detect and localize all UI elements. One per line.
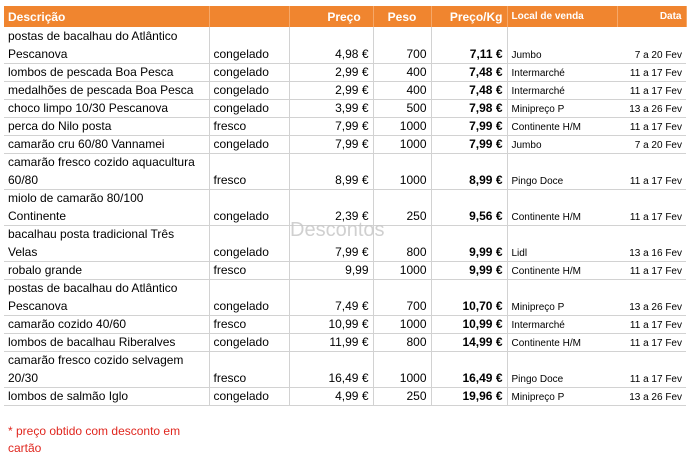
product-store: Intermarché bbox=[507, 63, 617, 81]
product-weight: 500 bbox=[373, 99, 431, 117]
empty-cell bbox=[373, 279, 431, 297]
product-store: Continente H/M bbox=[507, 333, 617, 351]
product-description: Continente bbox=[4, 207, 209, 225]
empty-cell bbox=[289, 27, 373, 45]
product-weight: 1000 bbox=[373, 171, 431, 189]
product-store: Lidl bbox=[507, 243, 617, 261]
header-preco: Preço bbox=[289, 6, 373, 27]
product-price-per-kg: 7,48 € bbox=[431, 63, 507, 81]
product-store: Intermarché bbox=[507, 315, 617, 333]
product-description: Pescanova bbox=[4, 297, 209, 315]
header-preco-kg: Preço/Kg bbox=[431, 6, 507, 27]
empty-cell bbox=[431, 27, 507, 45]
product-description-line: postas de bacalhau do Atlântico bbox=[4, 279, 209, 297]
product-type: fresco bbox=[209, 369, 289, 387]
table-row bbox=[4, 369, 686, 387]
table-row bbox=[4, 27, 686, 45]
empty-cell bbox=[373, 351, 431, 369]
product-weight: 800 bbox=[373, 333, 431, 351]
product-price: 2,39 € bbox=[289, 207, 373, 225]
empty-cell bbox=[289, 351, 373, 369]
empty-cell bbox=[507, 189, 617, 207]
product-price-per-kg: 9,99 € bbox=[431, 243, 507, 261]
product-weight: 250 bbox=[373, 387, 431, 405]
empty-cell bbox=[507, 153, 617, 171]
table-body bbox=[4, 27, 686, 405]
product-weight: 800 bbox=[373, 243, 431, 261]
table-header-row bbox=[4, 6, 686, 27]
product-price: 7,99 € bbox=[289, 135, 373, 153]
price-table bbox=[4, 6, 687, 406]
empty-cell bbox=[209, 225, 289, 243]
product-price: 9,99 bbox=[289, 261, 373, 279]
table-row bbox=[4, 315, 686, 333]
table-row bbox=[4, 153, 686, 171]
empty-cell bbox=[617, 225, 686, 243]
product-weight: 1000 bbox=[373, 135, 431, 153]
product-date: 7 a 20 Fev bbox=[617, 135, 686, 153]
product-type: congelado bbox=[209, 99, 289, 117]
empty-cell bbox=[289, 279, 373, 297]
product-store: Jumbo bbox=[507, 45, 617, 63]
empty-cell bbox=[507, 351, 617, 369]
product-type: congelado bbox=[209, 387, 289, 405]
product-price: 2,99 € bbox=[289, 81, 373, 99]
product-store: Pingo Doce bbox=[507, 369, 617, 387]
empty-cell bbox=[289, 153, 373, 171]
product-description: lombos de salmão Iglo bbox=[4, 387, 209, 405]
table-row bbox=[4, 45, 686, 63]
product-weight: 400 bbox=[373, 81, 431, 99]
empty-cell bbox=[431, 189, 507, 207]
product-type: congelado bbox=[209, 297, 289, 315]
empty-cell bbox=[617, 189, 686, 207]
product-date: 11 a 17 Fev bbox=[617, 63, 686, 81]
header-tipo bbox=[209, 6, 289, 27]
empty-cell bbox=[507, 27, 617, 45]
product-description-line: miolo de camarão 80/100 bbox=[4, 189, 209, 207]
product-type: congelado bbox=[209, 207, 289, 225]
product-description: lombos de bacalhau Riberalves bbox=[4, 333, 209, 351]
table-row bbox=[4, 135, 686, 153]
product-type: congelado bbox=[209, 45, 289, 63]
product-store: Continente H/M bbox=[507, 117, 617, 135]
header-local-de-venda: Local de venda bbox=[507, 6, 617, 27]
empty-cell bbox=[431, 225, 507, 243]
empty-cell bbox=[507, 225, 617, 243]
empty-cell bbox=[209, 27, 289, 45]
product-description: lombos de pescada Boa Pesca bbox=[4, 63, 209, 81]
empty-cell bbox=[431, 351, 507, 369]
header-data: Data bbox=[617, 6, 686, 27]
product-price: 3,99 € bbox=[289, 99, 373, 117]
product-store: Jumbo bbox=[507, 135, 617, 153]
empty-cell bbox=[617, 27, 686, 45]
header-descricao: Descrição bbox=[4, 6, 209, 27]
empty-cell bbox=[617, 351, 686, 369]
product-price: 7,49 € bbox=[289, 297, 373, 315]
product-weight: 1000 bbox=[373, 315, 431, 333]
product-description-line: camarão fresco cozido selvagem bbox=[4, 351, 209, 369]
table-row bbox=[4, 297, 686, 315]
product-weight: 1000 bbox=[373, 117, 431, 135]
product-price-per-kg: 10,99 € bbox=[431, 315, 507, 333]
product-weight: 400 bbox=[373, 63, 431, 81]
product-price: 10,99 € bbox=[289, 315, 373, 333]
empty-cell bbox=[209, 153, 289, 171]
product-weight: 1000 bbox=[373, 261, 431, 279]
product-description: perca do Nilo posta bbox=[4, 117, 209, 135]
table-row bbox=[4, 63, 686, 81]
product-description: medalhões de pescada Boa Pesca bbox=[4, 81, 209, 99]
table-row bbox=[4, 243, 686, 261]
empty-cell bbox=[431, 153, 507, 171]
table-row bbox=[4, 333, 686, 351]
product-date: 13 a 26 Fev bbox=[617, 297, 686, 315]
product-store: Minipreço P bbox=[507, 297, 617, 315]
product-price: 4,99 € bbox=[289, 387, 373, 405]
product-price-per-kg: 7,48 € bbox=[431, 81, 507, 99]
product-price-per-kg: 9,99 € bbox=[431, 261, 507, 279]
product-type: fresco bbox=[209, 315, 289, 333]
empty-cell bbox=[507, 279, 617, 297]
empty-cell bbox=[617, 153, 686, 171]
product-date: 11 a 17 Fev bbox=[617, 261, 686, 279]
product-type: congelado bbox=[209, 333, 289, 351]
product-description: camarão cozido 40/60 bbox=[4, 315, 209, 333]
empty-cell bbox=[209, 351, 289, 369]
product-date: 11 a 17 Fev bbox=[617, 333, 686, 351]
product-date: 11 a 17 Fev bbox=[617, 207, 686, 225]
product-store: Minipreço P bbox=[507, 387, 617, 405]
product-description: camarão cru 60/80 Vannamei bbox=[4, 135, 209, 153]
product-price-per-kg: 14,99 € bbox=[431, 333, 507, 351]
product-weight: 700 bbox=[373, 297, 431, 315]
product-date: 11 a 17 Fev bbox=[617, 117, 686, 135]
footnote: * preço obtido com desconto em cartão bbox=[8, 424, 181, 455]
empty-cell bbox=[617, 279, 686, 297]
product-price-per-kg: 10,70 € bbox=[431, 297, 507, 315]
product-store: Minipreço P bbox=[507, 99, 617, 117]
table-row bbox=[4, 279, 686, 297]
product-type: congelado bbox=[209, 63, 289, 81]
product-store: Pingo Doce bbox=[507, 171, 617, 189]
product-store: Intermarché bbox=[507, 81, 617, 99]
table-row bbox=[4, 99, 686, 117]
product-price-per-kg: 7,11 € bbox=[431, 45, 507, 63]
product-weight: 250 bbox=[373, 207, 431, 225]
empty-cell bbox=[209, 189, 289, 207]
table-row bbox=[4, 351, 686, 369]
product-date: 13 a 16 Fev bbox=[617, 243, 686, 261]
product-type: congelado bbox=[209, 135, 289, 153]
table-row bbox=[4, 387, 686, 405]
product-price-per-kg: 9,56 € bbox=[431, 207, 507, 225]
product-description-line: postas de bacalhau do Atlântico bbox=[4, 27, 209, 45]
product-price: 8,99 € bbox=[289, 171, 373, 189]
product-type: congelado bbox=[209, 81, 289, 99]
product-description: Pescanova bbox=[4, 45, 209, 63]
empty-cell bbox=[209, 279, 289, 297]
product-type: fresco bbox=[209, 261, 289, 279]
product-store: Continente H/M bbox=[507, 207, 617, 225]
empty-cell bbox=[373, 189, 431, 207]
product-price: 7,99 € bbox=[289, 243, 373, 261]
empty-cell bbox=[289, 189, 373, 207]
product-price: 16,49 € bbox=[289, 369, 373, 387]
product-date: 11 a 17 Fev bbox=[617, 369, 686, 387]
table-row bbox=[4, 171, 686, 189]
product-price-per-kg: 7,99 € bbox=[431, 135, 507, 153]
product-date: 13 a 26 Fev bbox=[617, 387, 686, 405]
product-type: congelado bbox=[209, 243, 289, 261]
product-weight: 700 bbox=[373, 45, 431, 63]
product-price-per-kg: 16,49 € bbox=[431, 369, 507, 387]
product-store: Continente H/M bbox=[507, 261, 617, 279]
product-description: choco limpo 10/30 Pescanova bbox=[4, 99, 209, 117]
table-row bbox=[4, 261, 686, 279]
product-description-line: bacalhau posta tradicional Três bbox=[4, 225, 209, 243]
product-price: 4,98 € bbox=[289, 45, 373, 63]
product-date: 7 a 20 Fev bbox=[617, 45, 686, 63]
product-price-per-kg: 8,99 € bbox=[431, 171, 507, 189]
product-date: 11 a 17 Fev bbox=[617, 171, 686, 189]
table-row bbox=[4, 81, 686, 99]
empty-cell bbox=[373, 27, 431, 45]
product-description: Velas bbox=[4, 243, 209, 261]
product-description: 60/80 bbox=[4, 171, 209, 189]
empty-cell bbox=[431, 279, 507, 297]
product-description-line: camarão fresco cozido aquacultura bbox=[4, 153, 209, 171]
product-date: 11 a 17 Fev bbox=[617, 315, 686, 333]
table-row bbox=[4, 117, 686, 135]
product-price-per-kg: 19,96 € bbox=[431, 387, 507, 405]
empty-cell bbox=[373, 153, 431, 171]
product-description: robalo grande bbox=[4, 261, 209, 279]
product-price: 7,99 € bbox=[289, 117, 373, 135]
product-date: 11 a 17 Fev bbox=[617, 81, 686, 99]
table-row bbox=[4, 189, 686, 207]
watermark-text: Descontos bbox=[290, 219, 385, 241]
product-weight: 1000 bbox=[373, 369, 431, 387]
product-type: fresco bbox=[209, 171, 289, 189]
product-price: 11,99 € bbox=[289, 333, 373, 351]
product-description: 20/30 bbox=[4, 369, 209, 387]
product-price: 2,99 € bbox=[289, 63, 373, 81]
product-price-per-kg: 7,98 € bbox=[431, 99, 507, 117]
product-price-per-kg: 7,99 € bbox=[431, 117, 507, 135]
header-peso: Peso bbox=[373, 6, 431, 27]
product-type: fresco bbox=[209, 117, 289, 135]
product-date: 13 a 26 Fev bbox=[617, 99, 686, 117]
